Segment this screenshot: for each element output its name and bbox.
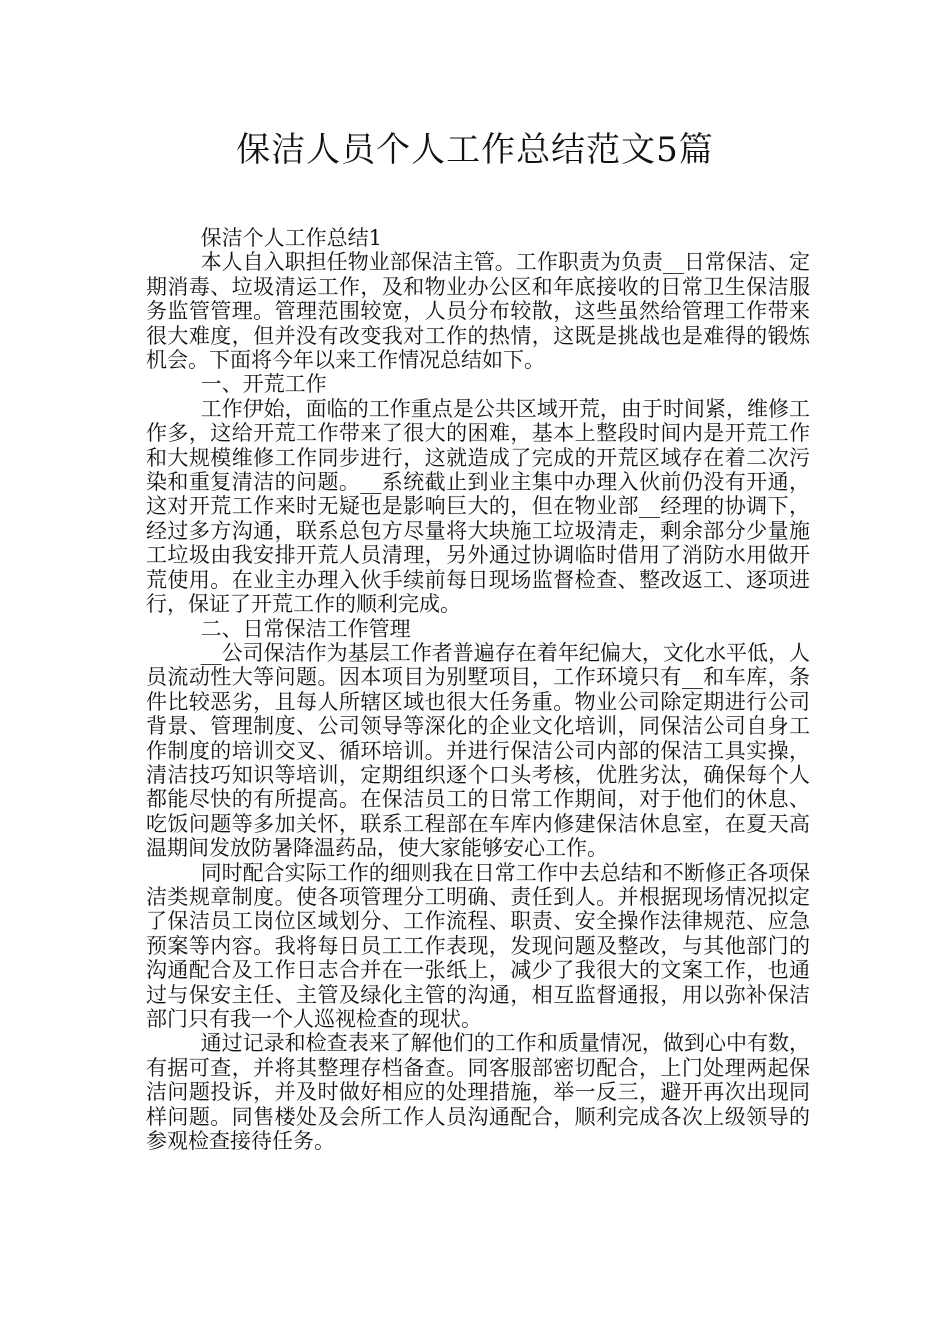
paragraph-daily-cleaning: __公司保洁作为基层工作者普遍存在着年纪偏大，文化水平低，人员流动性大等问题。因本项目为别墅项目，工作环境只有__和车库，条件比较恶劣，且每人所辖区域也很大任务重。物业公司除定期进行公司背景、管理制度、公司领导等深化的企业文化培训，同保洁公司自身工作制度的培训交叉、循环培训。并进行保洁公司内部的保洁工具实操，清洁技巧知识等培训，定期组织逐个口头考核，优胜劣汰，确保每个人都能尽快的有所提高。在保洁员工的日常工作期间，对于他们的休息、吃饭问题等多加关怀，联系工程部在车库内修建保洁休息室，在夏天高温期间发放防暑降温药品，使大家能够安心工作。 [146,640,810,861]
document-title: 保洁人员个人工作总结范文5篇 [236,130,714,170]
section-heading-daily-cleaning: 二、日常保洁工作管理 [200,616,411,641]
paragraph-rules: 同时配合实际工作的细则我在日常工作中去总结和不断修正各项保洁类规章制度。使各项管理分工明确、责任到人。并根据现场情况拟定了保洁员工岗位区域划分、工作流程、职责、安全操作法律规范、应急预案等内容。我将每日员工工作表现，发现问题及整改，与其他部门的沟通配合及工作日志合并在一张纸上，减少了我很大的文案工作，也通过与保安主任、主管及绿化主管的沟通，相互监督通报，用以弥补保洁部门只有我一个人巡视检查的现状。 [146,860,810,1031]
paragraph-pioneer-cleaning: 工作伊始，面临的工作重点是公共区域开荒，由于时间紧，维修工作多，这给开荒工作带来了很大的困难，基本上整段时间内是开荒工作和大规模维修工作同步进行，这就造成了完成的开荒区域存在着二次污染和重复清洁的问题。__系统截止到业主集中办理入伙前仍没有开通，这对开荒工作来时无疑也是影响巨大的，但在物业部__经理的协调下，经过多方沟通，联系总包方尽量将大块施工垃圾清走，剩余部分少量施工垃圾由我安排开荒人员清理，另外通过协调临时借用了消防水用做开荒使用。在业主办理入伙手续前每日现场监督检查、整改返工、逐项进行，保证了开荒工作的顺利完成。 [146,396,810,617]
document-body [146,226,810,1153]
paragraph-intro: 本人自入职担任物业部保洁主管。工作职责为负责__日常保洁、定期消毒、垃圾清运工作，及和物业办公区和年底接收的日常卫生保洁服务监管管理。管理范围较宽，人员分布较散，这些虽然给管理工作带来很大难度，但并没有改变我对工作的热情，这既是挑战也是难得的锻炼机会。下面将今年以来工作情况总结如下。 [146,250,810,373]
section-heading-summary-1: 保洁个人工作总结1 [200,226,382,250]
paragraph-records: 通过记录和检查表来了解他们的工作和质量情况，做到心中有数，有据可查，并将其整理存档备查。同客服部密切配合，上门处理两起保洁问题投诉，并及时做好相应的处理措施，举一反三，避开再次出现同样问题。同售楼处及会所工作人员沟通配合，顺利完成各次上级领导的参观检查接待任务。 [146,1031,810,1154]
section-heading-pioneer-cleaning: 一、开荒工作 [200,372,327,397]
